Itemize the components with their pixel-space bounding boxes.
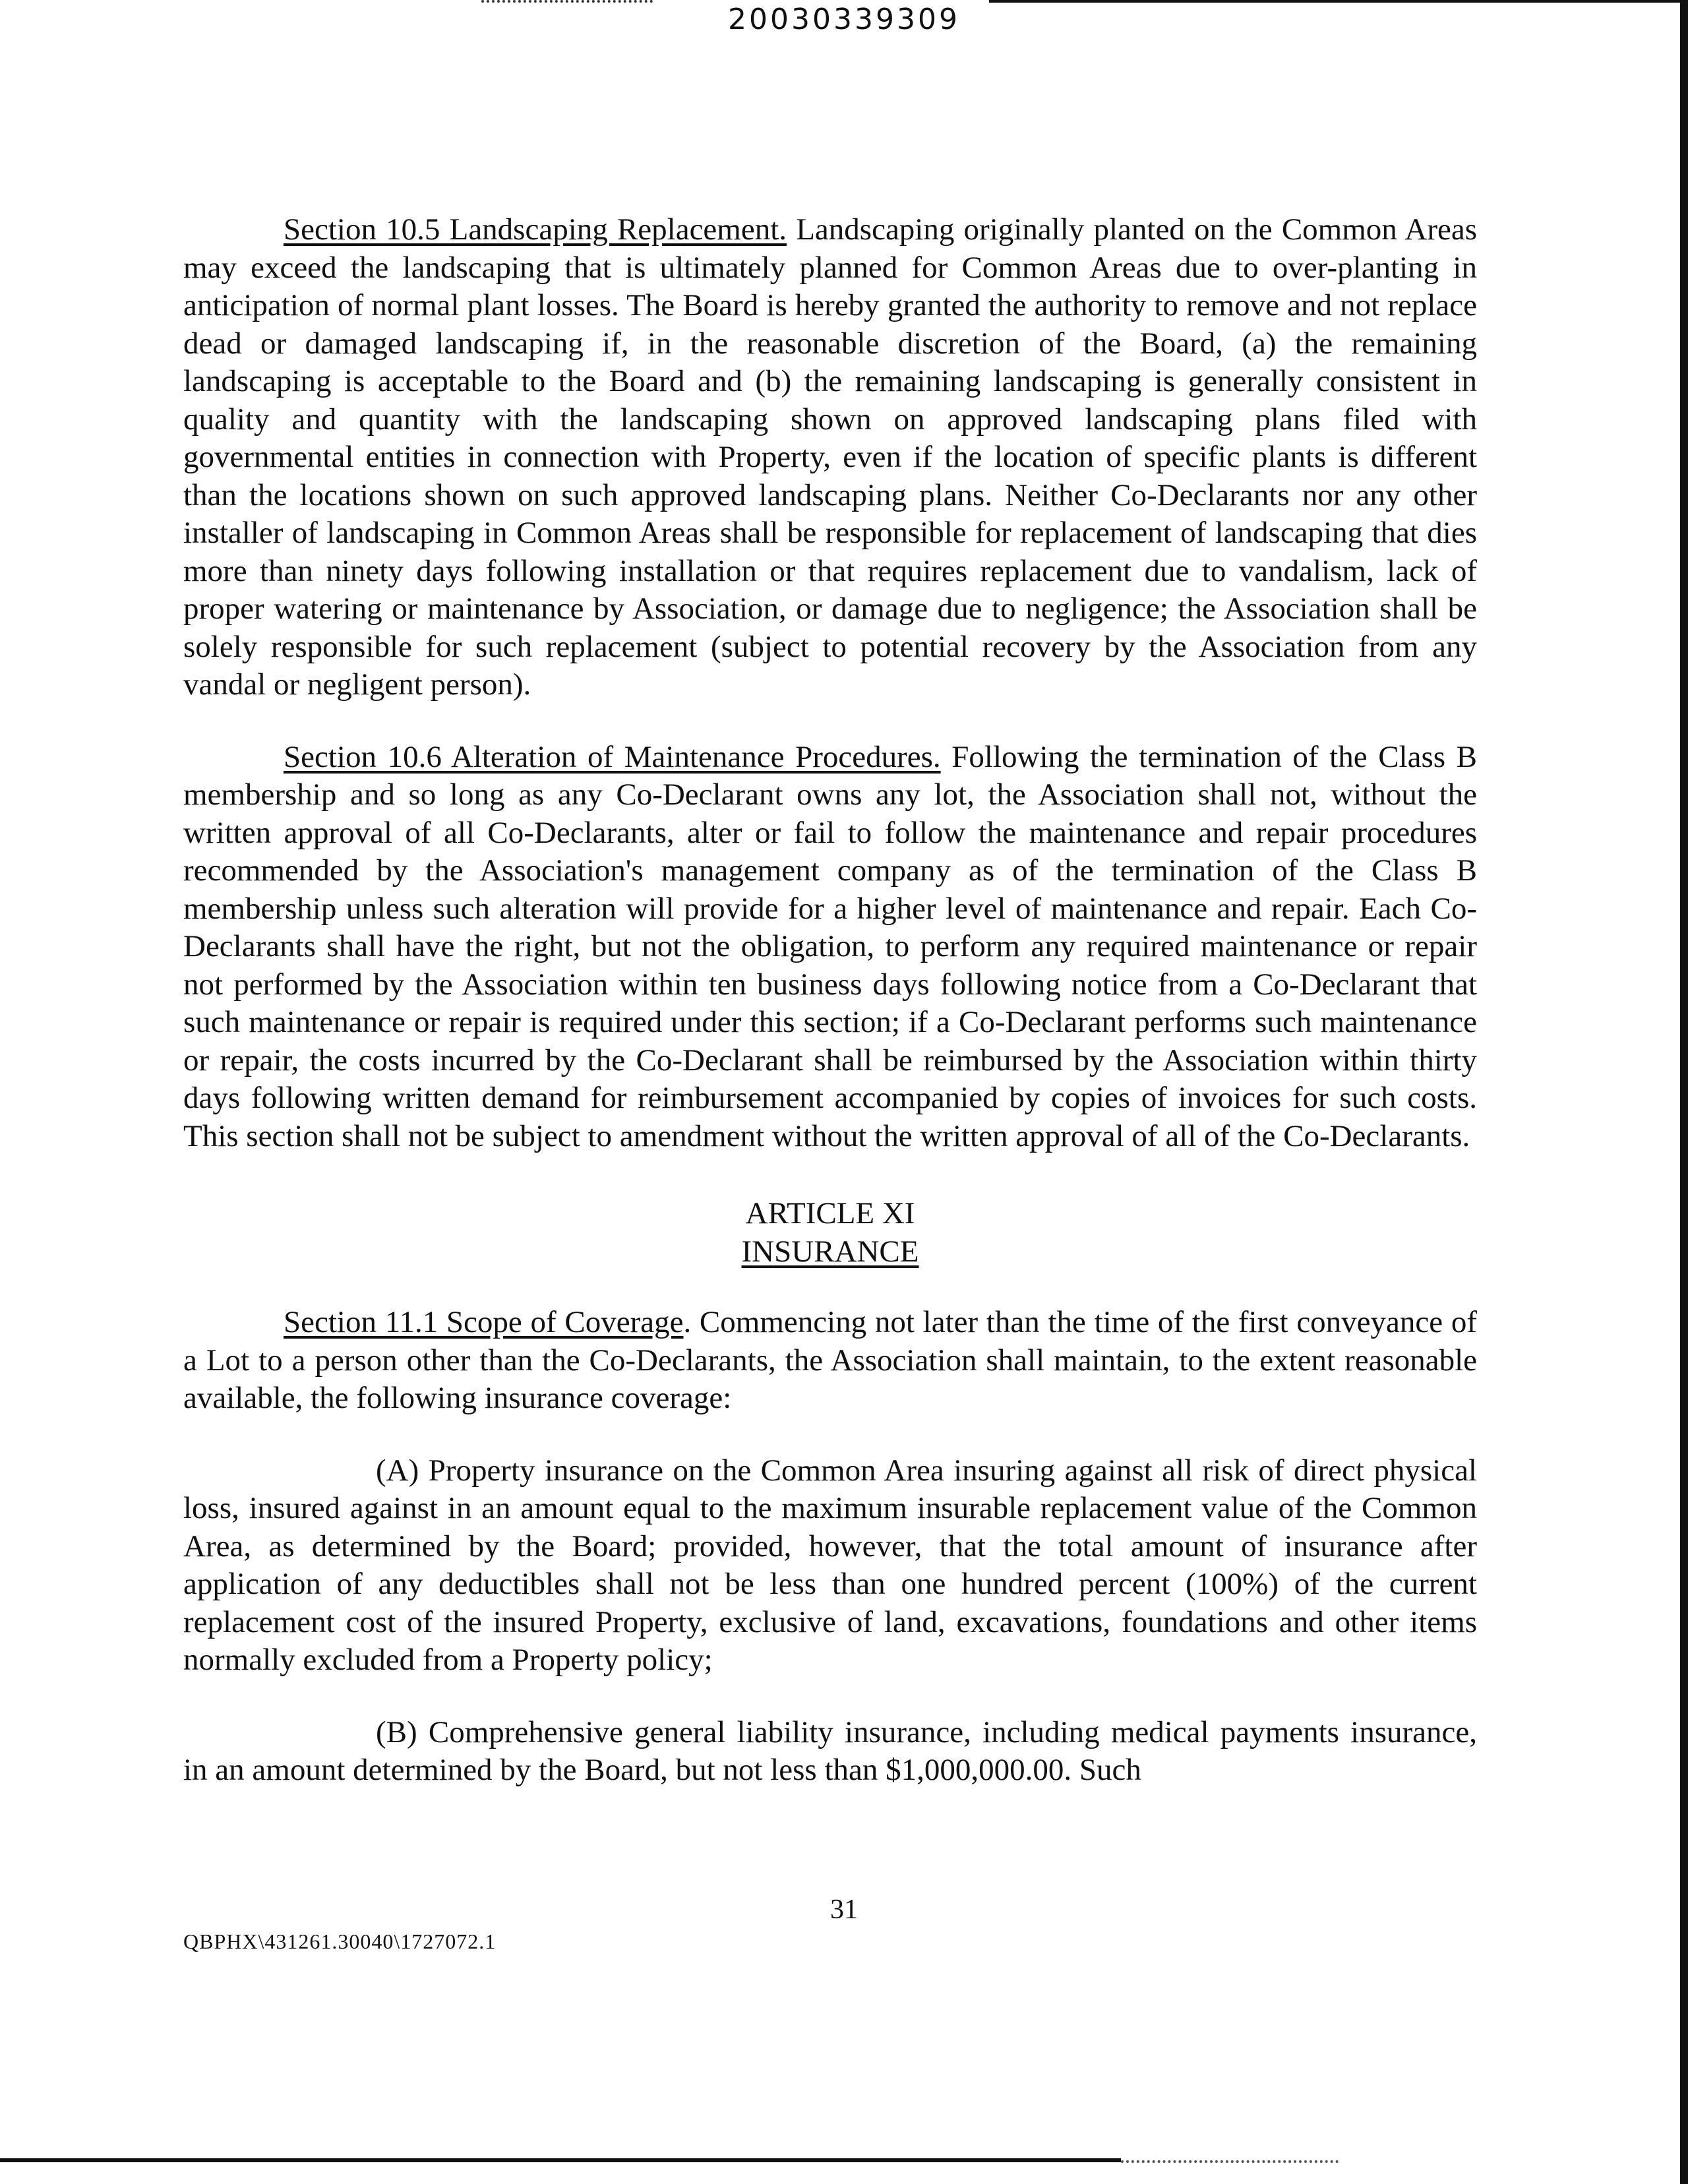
item-b-paragraph: (B) Comprehensive general liability insurance, including medical payments insurance, in an amount determined by the Board, but not less than $1,000,000.00. Such bbox=[183, 1714, 1477, 1787]
section-11-1-body: . Commencing not later than the time of the first conveyance of a Lot to a person other than the Co-Declarants, the Association shall maintain, to the extent reasonable available, the following insurance coverage: bbox=[183, 1305, 1477, 1415]
article-number: ARTICLE XI bbox=[745, 1196, 915, 1230]
document-number: 20030339309 bbox=[728, 3, 960, 36]
section-10-5-body: Landscaping originally planted on the Common Areas may exceed the landscaping that is ultimately planned for Common Areas due to over-planting in anticipation of normal plant losses. The Board is hereby granted the authority to remove and not replace dead or damaged landscaping if, in the reasonable discretion of the Board, (a) the remaining landscaping is acceptable to the Board and (b) the remaining landscaping is generally consistent in quality and quantity with the landscaping shown on approved landscaping plans filed with governmental entities in connection with Property, even if the location of specific plants is different than the locations shown on such approved landscaping plans. Neither Co-Declarants nor any other installer of landscaping in Common Areas shall be responsible for replacement of landscaping that dies more than ninety days following installation or that requires replacement due to vandalism, lack of proper watering or maintenance by Association, or damage due to negligence; the Association shall be solely responsible for such replacement (subject to potential recovery by the Association from any vandal or negligent person). bbox=[183, 212, 1477, 702]
article-heading bbox=[183, 1195, 1477, 1271]
page-content bbox=[183, 211, 1477, 1790]
scan-artifact-bottom-line bbox=[0, 2158, 1121, 2162]
footer-file-code: QBPHX\431261.30040\1727072.1 bbox=[183, 1929, 497, 1953]
section-10-5-heading: Section 10.5 Landscaping Replacement. bbox=[284, 212, 787, 247]
scan-artifact-bottom-dots bbox=[1121, 2160, 1339, 2163]
article-title: INSURANCE bbox=[741, 1234, 919, 1269]
scan-artifact-right-edge bbox=[1680, 0, 1688, 2184]
section-10-6-paragraph bbox=[183, 739, 1477, 1156]
section-10-5-paragraph bbox=[183, 211, 1477, 704]
item-a-paragraph: (A) Property insurance on the Common Area insuring against all risk of direct physical loss, insured against in an amount equal to the maximum insurable replacement value of the Common Area, as determined by the Board; provided, however, that the total amount of insurance after application of any deductibles shall not be less than one hundred percent (100%) of the current replacement cost of the insured Property, exclusive of land, excavations, foundations and other items normally excluded from a Property policy; bbox=[183, 1453, 1477, 1677]
section-10-6-heading: Section 10.6 Alteration of Maintenance Procedures. bbox=[284, 739, 941, 774]
section-11-1-paragraph bbox=[183, 1304, 1477, 1418]
section-11-1-heading: Section 11.1 Scope of Coverage bbox=[284, 1305, 684, 1339]
page-number: 31 bbox=[830, 1895, 858, 1925]
section-10-6-body: Following the termination of the Class B membership and so long as any Co-Declarant owns any lot, the Association shall not, without the written approval of all Co-Declarants, alter or fail to follow the maintenance and repair procedures recommended by the Association's management company as of the termination of the Class B membership unless such alteration will provide for a higher level of maintenance and repair. Each Co-Declarants shall have the right, but not the obligation, to perform any required maintenance or repair not performed by the Association within ten business days following notice from a Co-Declarant that such maintenance or repair is required under this section; if a Co-Declarant performs such maintenance or repair, the costs incurred by the Co-Declarant shall be reimbursed by the Association within thirty days following written demand for reimbursement accompanied by copies of invoices for such costs. This section shall not be subject to amendment without the written approval of all of the Co-Declarants. bbox=[183, 739, 1478, 1153]
